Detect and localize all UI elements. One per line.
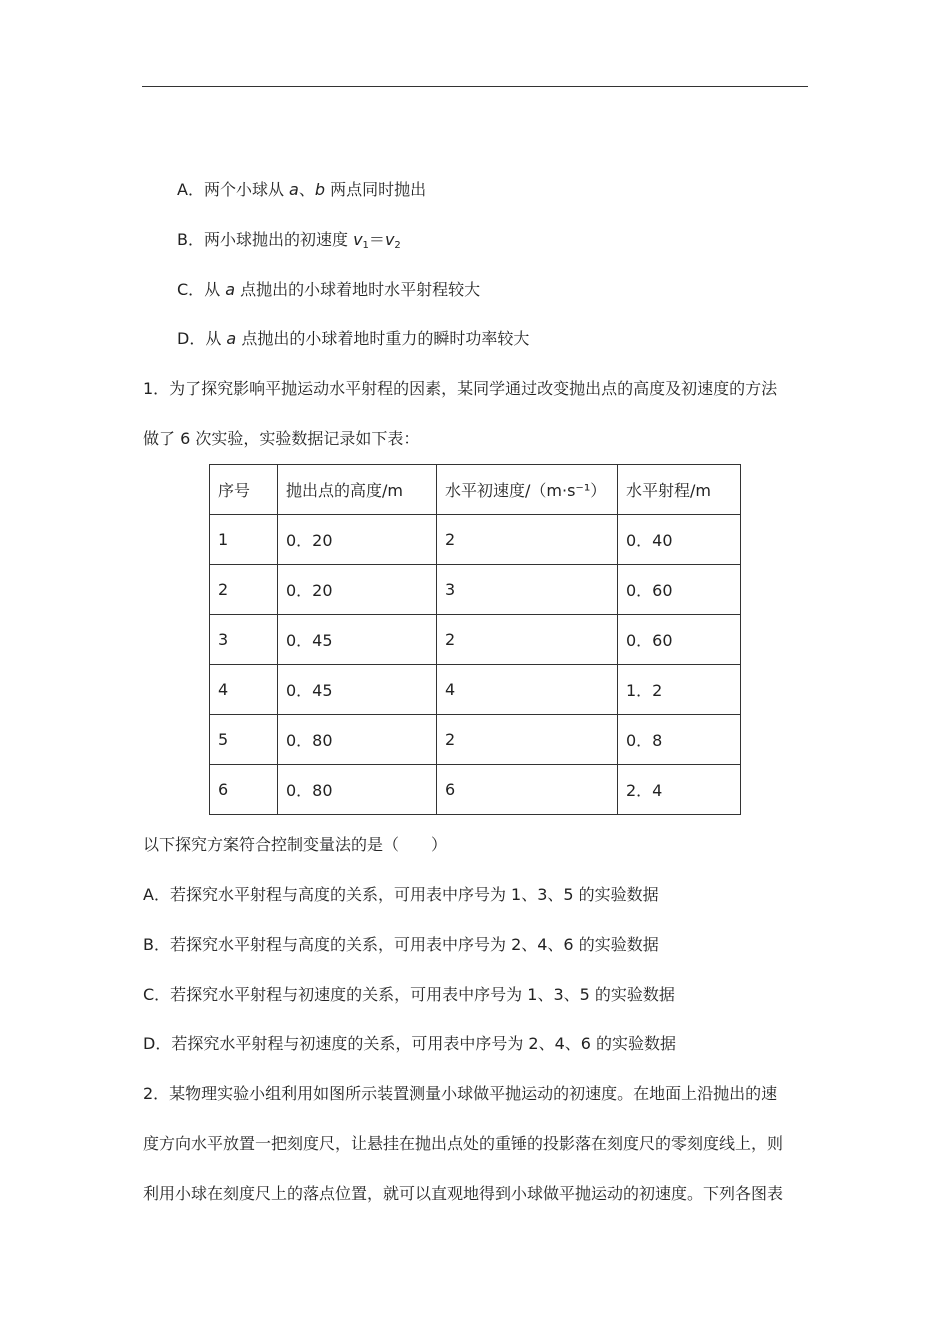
q1-option-a: A．若探究水平射程与高度的关系，可用表中序号为 1、3、5 的实验数据 (143, 885, 659, 904)
table-header-row (210, 465, 741, 515)
table-header-cell: 抛出点的高度/m (278, 465, 437, 515)
q2-line-3: 利用小球在刻度尺上的落点位置，就可以直观地得到小球做平抛运动的初速度。下列各图表 (143, 1184, 784, 1203)
table-cell: 2 (437, 615, 618, 665)
table-cell: 0．45 (278, 665, 437, 715)
q1-option-b: B．若探究水平射程与高度的关系，可用表中序号为 2、4、6 的实验数据 (143, 935, 659, 954)
table-header-cell: 水平射程/m (618, 465, 741, 515)
table-cell: 0．45 (278, 615, 437, 665)
table-cell: 0．80 (278, 765, 437, 815)
table-header-cell: 序号 (210, 465, 278, 515)
header-rule (142, 86, 808, 87)
option-d: D．从 a 点抛出的小球着地时重力的瞬时功率较大 (177, 329, 530, 348)
option-a: A．两个小球从 a、b 两点同时抛出 (177, 180, 427, 199)
table-cell: 1．2 (618, 665, 741, 715)
table-cell: 6 (437, 765, 618, 815)
table-row (210, 565, 741, 615)
q2-line-1: 2．某物理实验小组利用如图所示装置测量小球做平抛运动的初速度。在地面上沿抛出的速 (143, 1084, 778, 1103)
table-cell: 2 (437, 715, 618, 765)
table-cell: 3 (210, 615, 278, 665)
table-cell: 0．80 (278, 715, 437, 765)
table-cell: 0．40 (618, 515, 741, 565)
data-table (209, 464, 741, 815)
option-b: B．两小球抛出的初速度 $v_1=v_2$ (177, 230, 401, 251)
table-cell: 0．20 (278, 515, 437, 565)
table-cell: 0．8 (618, 715, 741, 765)
table-cell: 5 (210, 715, 278, 765)
table-header-cell: 水平初速度/（m·s⁻¹） (437, 465, 618, 515)
table-cell: 2 (210, 565, 278, 615)
table-row (210, 515, 741, 565)
table-row (210, 765, 741, 815)
option-c: C．从 a 点抛出的小球着地时水平射程较大 (177, 280, 481, 299)
table-cell: 4 (437, 665, 618, 715)
table-row (210, 615, 741, 665)
q1-option-d: D．若探究水平射程与初速度的关系，可用表中序号为 2、4、6 的实验数据 (143, 1034, 677, 1053)
table-row (210, 665, 741, 715)
table-cell: 0．60 (618, 565, 741, 615)
table-cell: 6 (210, 765, 278, 815)
table-cell: 2．4 (618, 765, 741, 815)
table-cell: 0．60 (618, 615, 741, 665)
table-row (210, 715, 741, 765)
q1-line-1: 1．为了探究影响平抛运动水平射程的因素，某同学通过改变抛出点的高度及初速度的方法 (143, 379, 778, 398)
table-cell: 1 (210, 515, 278, 565)
table-cell: 0．20 (278, 565, 437, 615)
q1-line-2: 做了 6 次实验，实验数据记录如下表： (143, 429, 420, 448)
q1-prompt: 以下探究方案符合控制变量法的是（ ） (143, 835, 448, 854)
q2-line-2: 度方向水平放置一把刻度尺，让悬挂在抛出点处的重锤的投影落在刻度尺的零刻度线上，则 (143, 1134, 784, 1153)
table-cell: 2 (437, 515, 618, 565)
table-cell: 4 (210, 665, 278, 715)
table-cell: 3 (437, 565, 618, 615)
q1-option-c: C．若探究水平射程与初速度的关系，可用表中序号为 1、3、5 的实验数据 (143, 985, 675, 1004)
